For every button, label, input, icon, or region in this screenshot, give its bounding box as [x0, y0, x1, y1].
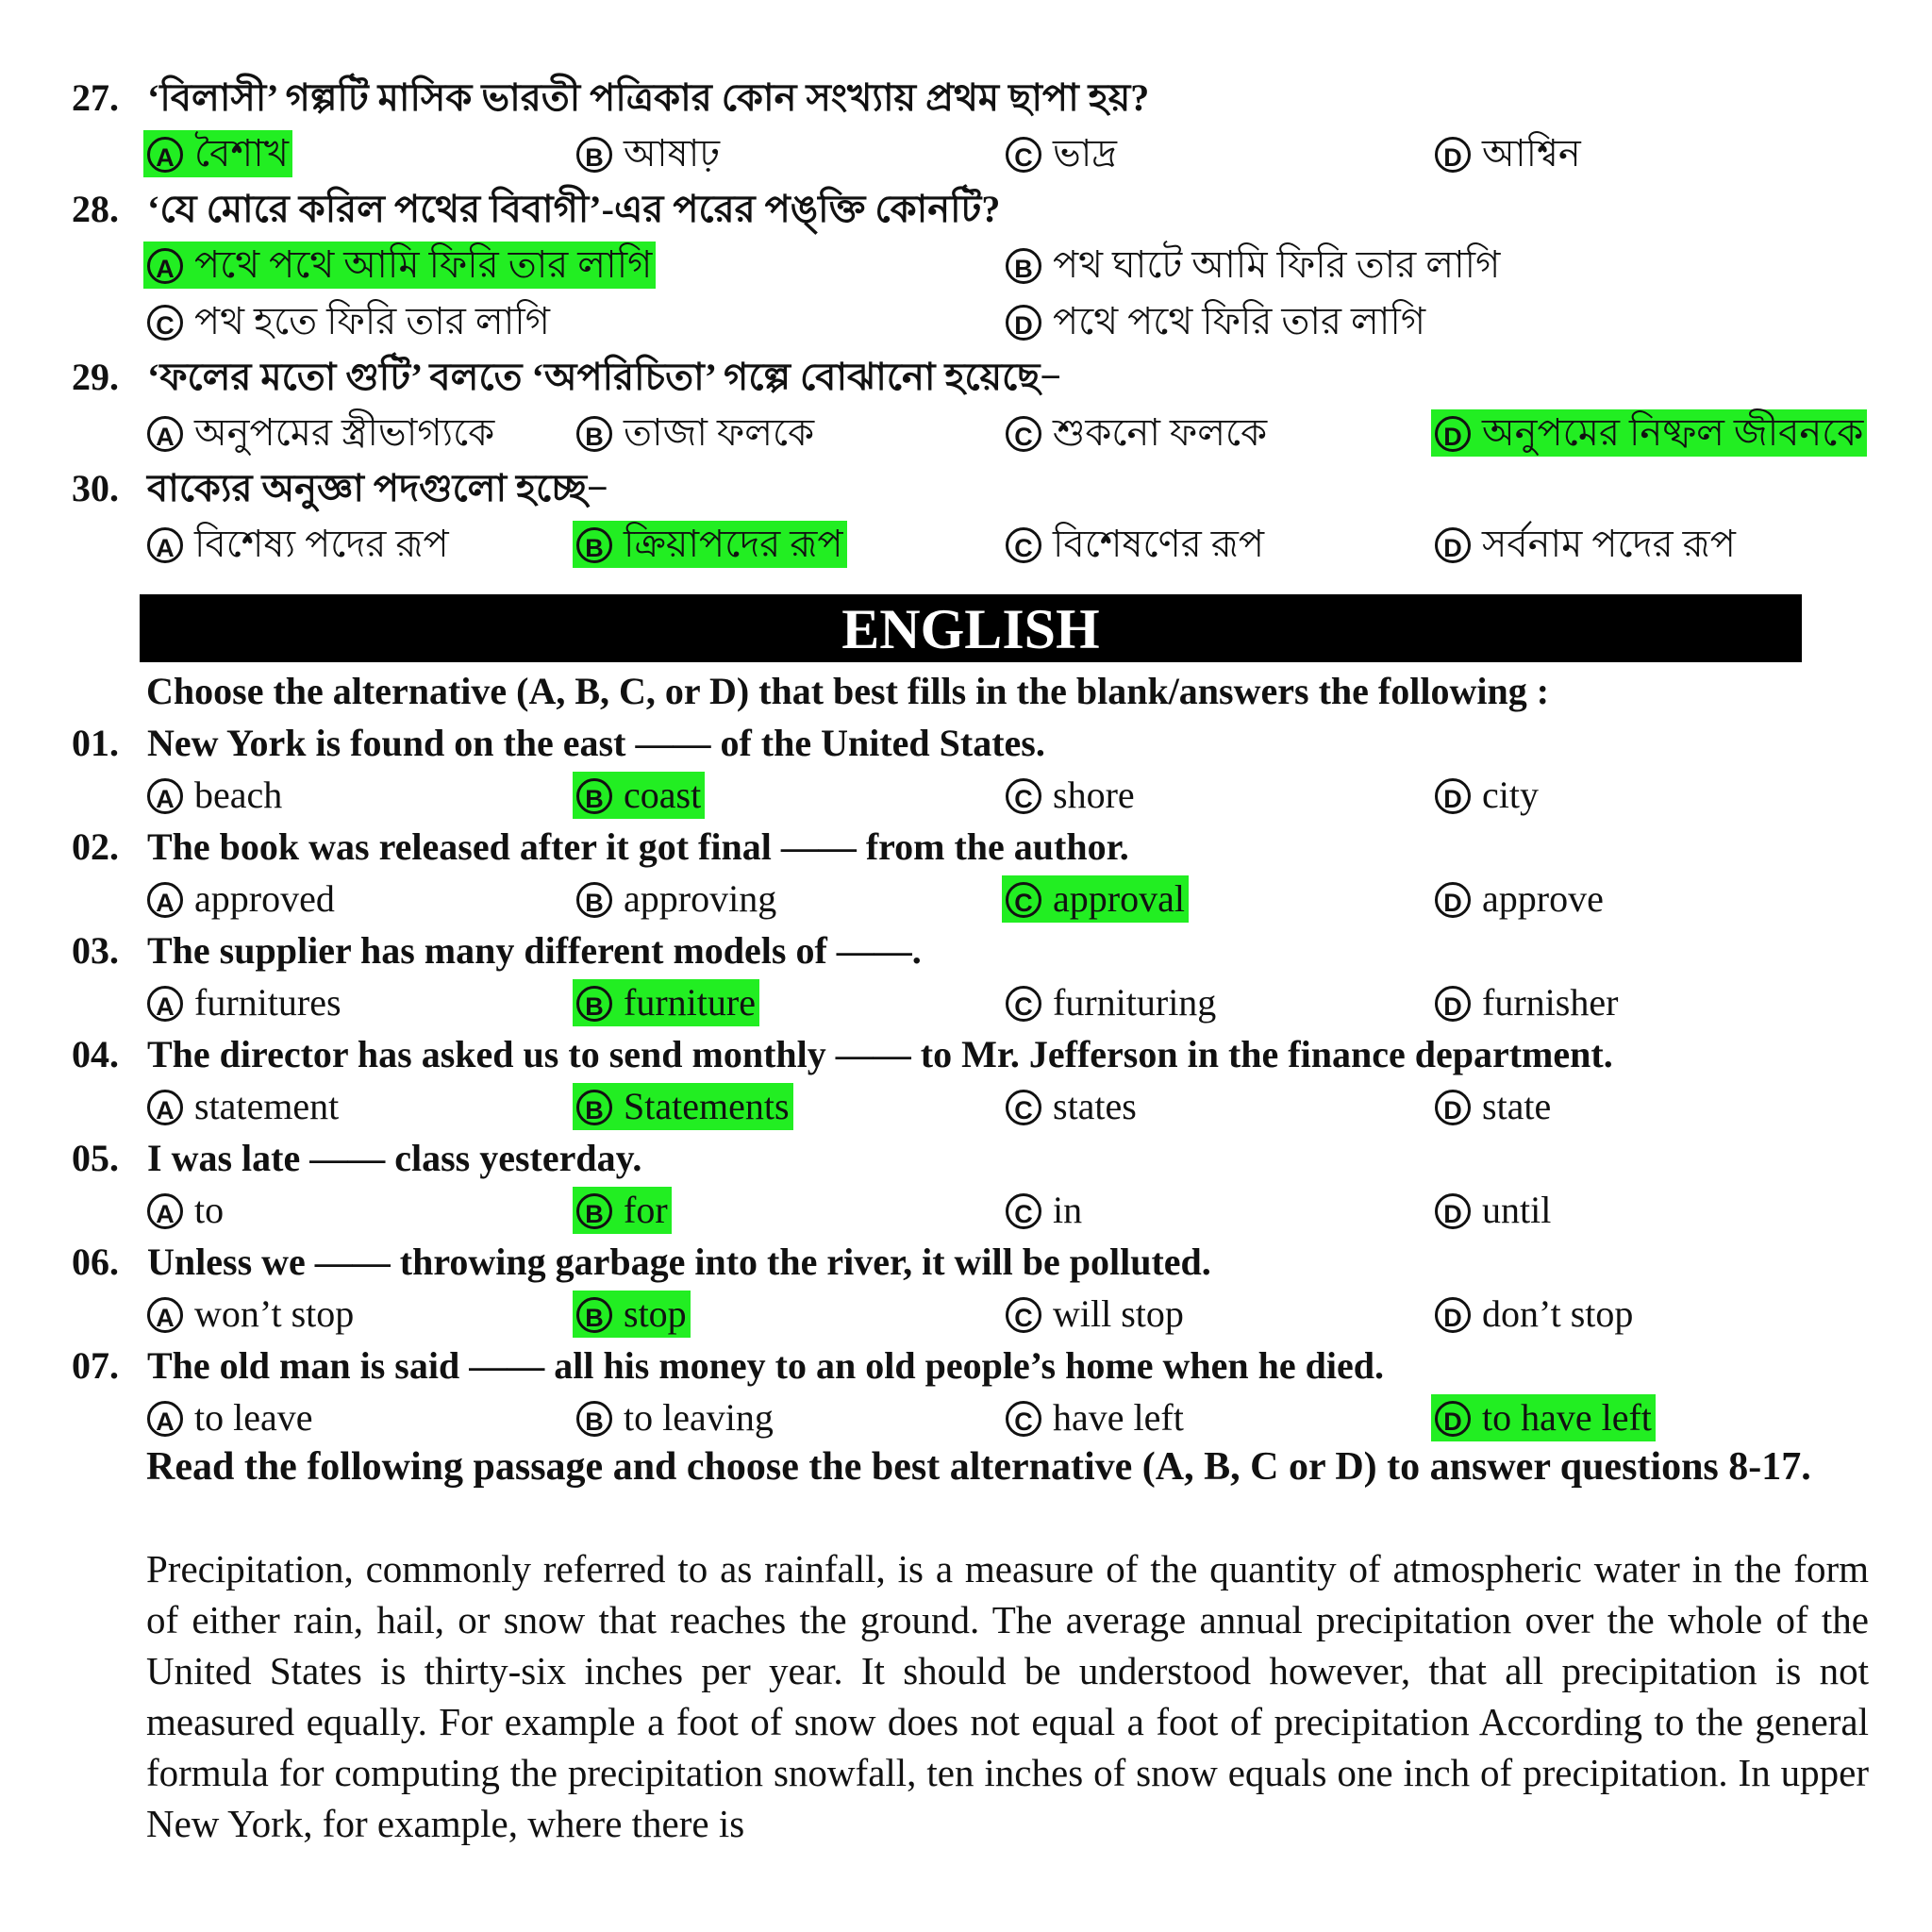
option-text: furniture — [624, 981, 756, 1024]
option-30-a[interactable] — [143, 521, 453, 568]
option-29-d[interactable] — [1431, 409, 1867, 457]
option-text: আষাঢ় — [624, 132, 721, 175]
option-text: in — [1053, 1189, 1083, 1231]
option-text: state — [1482, 1085, 1552, 1127]
option-07-a[interactable] — [143, 1394, 317, 1441]
option-27-a[interactable] — [143, 130, 292, 177]
option-letter: A — [147, 137, 183, 173]
question-text: I was late —— class yesterday. — [147, 1137, 642, 1179]
question-28 — [72, 187, 1000, 232]
option-text: to leaving — [624, 1396, 774, 1439]
option-28-c[interactable] — [143, 298, 554, 345]
option-01-b[interactable] — [573, 772, 705, 819]
option-letter: A — [147, 527, 183, 563]
option-text: বিশেষ্য পদের রূপ — [194, 523, 449, 565]
question-04 — [72, 1032, 1613, 1077]
option-05-a[interactable] — [143, 1187, 227, 1234]
option-text: stop — [624, 1292, 687, 1335]
option-30-d[interactable] — [1431, 521, 1740, 568]
option-28-d[interactable] — [1002, 298, 1429, 345]
option-letter: B — [576, 1297, 612, 1333]
option-letter: B — [576, 416, 612, 452]
option-letter: C — [1006, 1297, 1041, 1333]
question-text: New York is found on the east —— of the United States. — [147, 722, 1045, 764]
question-text: The old man is said —— all his money to an old people’s home when he died. — [147, 1344, 1384, 1387]
option-letter: D — [1435, 137, 1471, 173]
option-02-b[interactable] — [573, 875, 780, 923]
option-07-d[interactable] — [1431, 1394, 1656, 1441]
option-text: অনুপমের স্ত্রীভাগ্যকে — [194, 411, 495, 454]
option-text: approving — [624, 877, 777, 920]
question-03 — [72, 928, 922, 974]
question-01 — [72, 721, 1045, 766]
question-number: 29. — [72, 356, 119, 398]
option-letter: A — [147, 1090, 183, 1125]
option-letter: D — [1435, 1297, 1471, 1333]
option-text: বৈশাখ — [194, 132, 289, 175]
option-letter: C — [147, 305, 183, 341]
option-text: পথ হতে ফিরি তার লাগি — [194, 300, 550, 342]
question-number: 01. — [72, 722, 119, 764]
option-letter: C — [1006, 416, 1041, 452]
option-27-d[interactable] — [1431, 130, 1585, 177]
option-letter: D — [1435, 986, 1471, 1022]
option-text: পথ ঘাটে আমি ফিরি তার লাগি — [1053, 243, 1501, 286]
option-letter: A — [147, 1401, 183, 1437]
option-letter: A — [147, 1193, 183, 1229]
option-28-b[interactable] — [1002, 242, 1504, 289]
option-30-c[interactable] — [1002, 521, 1268, 568]
option-29-c[interactable] — [1002, 409, 1271, 457]
option-04-a[interactable] — [143, 1083, 342, 1130]
option-text: until — [1482, 1189, 1552, 1231]
option-07-c[interactable] — [1002, 1394, 1188, 1441]
option-text: পথে পথে আমি ফিরি তার লাগি — [194, 243, 653, 286]
option-letter: A — [147, 416, 183, 452]
option-letter: D — [1006, 305, 1041, 341]
question-30 — [72, 466, 608, 511]
option-letter: C — [1006, 1401, 1041, 1437]
option-letter: D — [1435, 1401, 1471, 1437]
question-number: 27. — [72, 76, 119, 119]
option-text: will stop — [1053, 1292, 1184, 1335]
option-05-b[interactable] — [573, 1187, 672, 1234]
option-letter: D — [1435, 1193, 1471, 1229]
question-text: The supplier has many different models of ——. — [147, 929, 922, 972]
option-text: city — [1482, 774, 1539, 816]
option-letter: D — [1435, 1090, 1471, 1125]
option-letter: B — [576, 1090, 612, 1125]
option-03-a[interactable] — [143, 979, 345, 1026]
option-28-a[interactable] — [143, 242, 656, 289]
question-text: বাক্যের অনুজ্ঞা পদগুলো হচ্ছে− — [147, 467, 608, 509]
reading-passage: Precipitation, commonly referred to as rainfall, is a measure of the quantity of atmospheric water in the form of either rain, hail, or snow that reaches the ground. The average annual precipitation over the whole of the United States is thirty-six inches per year. It should be understood however, that all precipitation is not measured equally. For example a foot of snow does not equal a foot of precipitation According to the general formula for computing the precipitation snowfall, ten inches of snow equals one inch of precipitation. In upper New York, for example, where there is — [146, 1547, 1869, 1845]
option-07-b[interactable] — [573, 1394, 777, 1441]
option-text: to — [194, 1189, 225, 1231]
option-text: to have left — [1482, 1396, 1652, 1439]
option-text: won’t stop — [194, 1292, 355, 1335]
passage-instruction: Read the following passage and choose the best alternative (A, B, C or D) to answer questions 8-17. — [146, 1445, 1811, 1489]
option-letter: D — [1435, 778, 1471, 814]
option-letter: B — [576, 778, 612, 814]
option-06-c[interactable] — [1002, 1291, 1188, 1338]
option-01-a[interactable] — [143, 772, 286, 819]
option-letter: B — [576, 882, 612, 918]
option-27-c[interactable] — [1002, 130, 1121, 177]
option-27-b[interactable] — [573, 130, 724, 177]
option-letter: C — [1006, 137, 1041, 173]
option-letter: B — [576, 1401, 612, 1437]
option-letter: B — [576, 137, 612, 173]
question-02 — [72, 824, 1129, 870]
option-text: for — [624, 1189, 668, 1231]
question-text: Unless we —— throwing garbage into the river, it will be polluted. — [147, 1241, 1211, 1283]
option-text: furnitures — [194, 981, 341, 1024]
option-letter: A — [147, 248, 183, 284]
option-letter: D — [1435, 416, 1471, 452]
option-letter: B — [576, 986, 612, 1022]
option-text: সর্বনাম পদের রূপ — [1482, 523, 1736, 565]
question-number: 28. — [72, 188, 119, 230]
option-text: approval — [1053, 877, 1185, 920]
question-text: The book was released after it got final —— from the author. — [147, 825, 1129, 868]
question-number: 03. — [72, 929, 119, 972]
option-letter: D — [1435, 527, 1471, 563]
option-letter: C — [1006, 778, 1041, 814]
option-05-d[interactable] — [1431, 1187, 1555, 1234]
option-text: shore — [1053, 774, 1135, 816]
option-text: coast — [624, 774, 702, 816]
option-06-a[interactable] — [143, 1291, 358, 1338]
option-02-a[interactable] — [143, 875, 339, 923]
option-letter: C — [1006, 882, 1041, 918]
option-04-d[interactable] — [1431, 1083, 1555, 1130]
option-03-d[interactable] — [1431, 979, 1622, 1026]
question-05 — [72, 1136, 641, 1181]
question-29 — [72, 355, 1061, 400]
question-number: 05. — [72, 1137, 119, 1179]
option-29-a[interactable] — [143, 409, 498, 457]
option-text: ক্রিয়াপদের রূপ — [624, 523, 843, 565]
option-text: don’t stop — [1482, 1292, 1634, 1335]
option-letter: B — [1006, 248, 1041, 284]
option-letter: C — [1006, 527, 1041, 563]
option-letter: C — [1006, 1090, 1041, 1125]
option-02-d[interactable] — [1431, 875, 1607, 923]
option-letter: A — [147, 882, 183, 918]
option-04-b[interactable] — [573, 1083, 793, 1130]
option-letter: B — [576, 527, 612, 563]
option-text: তাজা ফলকে — [624, 411, 815, 454]
option-text: beach — [194, 774, 283, 816]
section-banner-english: ENGLISH — [140, 594, 1802, 662]
option-text: states — [1053, 1085, 1137, 1127]
option-06-b[interactable] — [573, 1291, 691, 1338]
option-06-d[interactable] — [1431, 1291, 1637, 1338]
option-30-b[interactable] — [573, 521, 847, 568]
option-03-b[interactable] — [573, 979, 759, 1026]
section-instruction: Choose the alternative (A, B, C, or D) that best fills in the blank/answers the following : — [146, 670, 1550, 712]
option-text: পথে পথে ফিরি তার লাগি — [1053, 300, 1426, 342]
option-letter: C — [1006, 986, 1041, 1022]
question-27 — [72, 75, 1149, 121]
option-01-c[interactable] — [1002, 772, 1139, 819]
option-text: statement — [194, 1085, 340, 1127]
option-letter: A — [147, 1297, 183, 1333]
option-letter: A — [147, 986, 183, 1022]
option-03-c[interactable] — [1002, 979, 1220, 1026]
option-text: furnisher — [1482, 981, 1619, 1024]
option-text: আশ্বিন — [1482, 132, 1581, 175]
option-text: বিশেষণের রূপ — [1053, 523, 1265, 565]
option-letter: C — [1006, 1193, 1041, 1229]
question-text: ‘যে মোরে করিল পথের বিবাগী’-এর পরের পঙ্‌ক্তি কোনটি? — [147, 188, 1001, 230]
option-text: শুকনো ফলকে — [1053, 411, 1268, 454]
option-letter: B — [576, 1193, 612, 1229]
question-06 — [72, 1240, 1211, 1285]
question-number: 02. — [72, 825, 119, 868]
question-number: 07. — [72, 1344, 119, 1387]
option-text: approved — [194, 877, 335, 920]
option-29-b[interactable] — [573, 409, 818, 457]
option-01-d[interactable] — [1431, 772, 1542, 819]
option-05-c[interactable] — [1002, 1187, 1086, 1234]
question-text: ‘ফলের মতো গুটি’ বলতে ‘অপরিচিতা’ গল্পে বোঝানো হয়েছে− — [147, 356, 1062, 398]
option-04-c[interactable] — [1002, 1083, 1141, 1130]
option-text: have left — [1053, 1396, 1184, 1439]
question-text: The director has asked us to send monthly —— to Mr. Jefferson in the finance department. — [147, 1033, 1613, 1075]
option-text: furnituring — [1053, 981, 1217, 1024]
option-02-c[interactable] — [1002, 875, 1189, 923]
option-text: to leave — [194, 1396, 313, 1439]
option-letter: D — [1435, 882, 1471, 918]
question-number: 30. — [72, 467, 119, 509]
question-07 — [72, 1343, 1384, 1389]
question-number: 06. — [72, 1241, 119, 1283]
question-number: 04. — [72, 1033, 119, 1075]
option-text: ভাদ্র — [1053, 132, 1117, 175]
option-letter: A — [147, 778, 183, 814]
option-text: অনুপমের নিষ্ফল জীবনকে — [1482, 411, 1864, 454]
option-text: approve — [1482, 877, 1604, 920]
option-text: Statements — [624, 1085, 790, 1127]
question-text: ‘বিলাসী’ গল্পটি মাসিক ভারতী পত্রিকার কোন সংখ্যায় প্রথম ছাপা হয়? — [147, 76, 1150, 119]
